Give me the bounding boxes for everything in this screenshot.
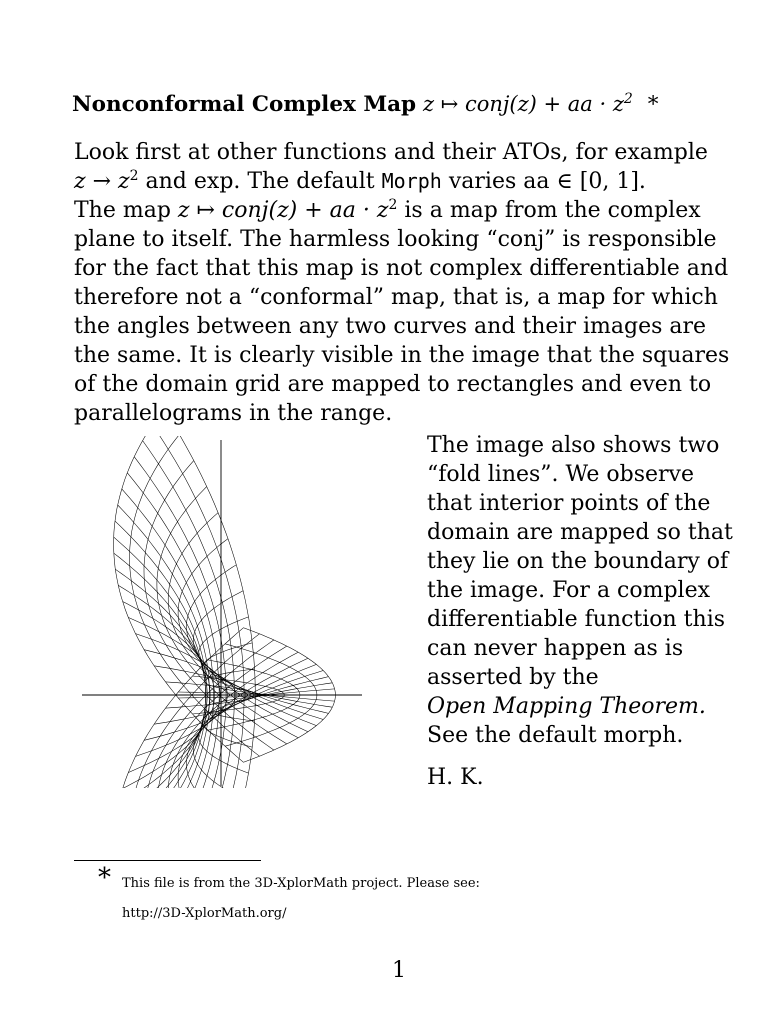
- side-line-7: differentiable function this: [427, 607, 726, 632]
- footnote-mark: *: [98, 863, 111, 893]
- para2-line-2: plane to itself. The harmless looking “conj” is responsible: [74, 227, 717, 252]
- morph-code: Morph: [381, 169, 442, 193]
- side-line-1: The image also shows two: [427, 433, 720, 458]
- para1-line-2: $z \to z^2$ and exp. The default Morph varies aa ∈ [0, 1].: [74, 168, 646, 194]
- paper-title: [72, 88, 658, 121]
- grid-curve-v: [178, 539, 308, 732]
- side-line-8: can never happen as is: [427, 636, 684, 661]
- side-line-5: they lie on the boundary of: [427, 549, 729, 574]
- side-line-4: domain are mapped so that: [427, 520, 733, 545]
- para2-line-5: the angles between any two curves and their images are: [74, 314, 707, 339]
- author-signature: H. K.: [427, 765, 484, 790]
- side-line-11: See the default morph.: [427, 723, 684, 748]
- main-text: [74, 138, 734, 428]
- grid-curve-v: [144, 640, 274, 788]
- title-text: Nonconformal Complex Map: [72, 92, 417, 117]
- page-number: 1: [392, 958, 406, 983]
- grid-curve-u: [115, 569, 207, 788]
- grid-curve-v: [157, 646, 287, 788]
- theorem-name: Open Mapping Theorem.: [427, 694, 706, 719]
- complex-map-figure: [80, 436, 370, 788]
- side-line-2: “fold lines”. We observe: [427, 462, 694, 487]
- grid-curve-u: [114, 553, 206, 788]
- grid-curve-v: [114, 628, 244, 788]
- complex-map-plot: [80, 436, 370, 788]
- side-line-9: asserted by the: [427, 665, 599, 690]
- para2-line-4: therefore not a “conformal” map, that is, a map for which: [74, 285, 718, 310]
- side-text: [427, 431, 747, 750]
- grid-curve-u: [134, 457, 226, 788]
- footnote-text: This file is from the 3D-XplorMath project. Please see:: [122, 876, 480, 891]
- grid-curve-u: [118, 585, 210, 788]
- grid-curve-v: [114, 436, 244, 762]
- grid-curve-v: [130, 634, 260, 788]
- para2-line-8: parallelograms in the range.: [74, 401, 393, 426]
- grid-curve-u: [118, 505, 210, 788]
- para1-line-1: Look first at other functions and their ATOs, for example: [74, 140, 708, 165]
- footnote-reference: *: [647, 92, 659, 117]
- side-line-6: the image. For a complex: [427, 578, 711, 603]
- footnote-url[interactable]: http://3D-XplorMath.org/: [122, 906, 287, 921]
- para2-line-1: The map z ↦ conj(z) + aa · $z^2$ is a map from the complex: [74, 197, 701, 223]
- title-formula: z ↦ conj(z) + aa · $z^2$: [422, 91, 633, 116]
- side-line-3: that interior points of the: [427, 491, 711, 516]
- para2-line-3: for the fact that this map is not complex differentiable and: [74, 256, 729, 281]
- footnote-rule: [74, 860, 261, 861]
- para2-line-7: of the domain grid are mapped to rectangles and even to: [74, 372, 712, 397]
- title-exponent: 2: [623, 91, 633, 107]
- para2-line-6: the same. It is clearly visible in the image that the squares: [74, 343, 730, 368]
